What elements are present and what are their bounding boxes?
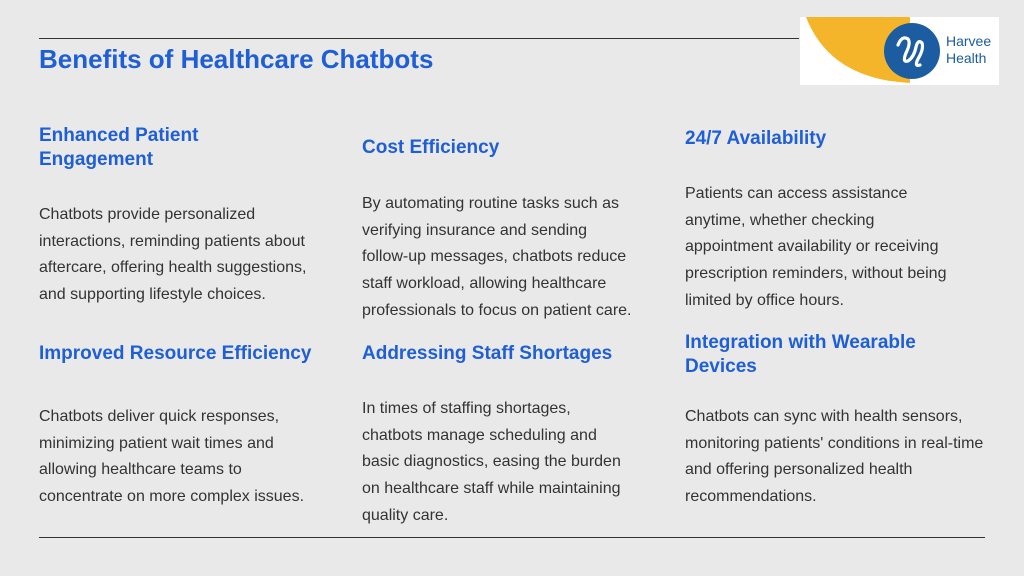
text-line: basic diagnostics, easing the burden xyxy=(362,453,621,471)
text-line: prescription reminders, without being xyxy=(685,265,947,283)
heading-line: Engagement xyxy=(39,149,154,170)
benefit-text-staff-shortages xyxy=(362,396,621,530)
text-line: Chatbots can sync with health sensors, xyxy=(685,408,963,425)
bottom-rule xyxy=(39,537,985,538)
heading-line: Devices xyxy=(685,356,757,377)
logo-line-2: Health xyxy=(946,50,987,66)
benefit-text-wearable-integration xyxy=(685,404,983,511)
text-line: verifying insurance and sending xyxy=(362,221,588,239)
text-line: Patients can access assistance xyxy=(685,185,908,202)
top-rule xyxy=(39,38,799,39)
text-line: concentrate on more complex issues. xyxy=(39,488,305,506)
text-line: minimizing patient wait times and xyxy=(39,434,274,452)
benefit-text-availability xyxy=(685,181,946,315)
harvee-health-logo xyxy=(800,17,999,85)
text-line: chatbots manage scheduling and xyxy=(362,426,597,444)
text-line: allowing healthcare teams to xyxy=(39,461,242,479)
heading-line: Integration with Wearable xyxy=(685,332,916,353)
text-line: limited by office hours. xyxy=(685,291,844,309)
text-line: interactions, reminding patients about xyxy=(39,232,305,250)
heading-line: Improved Resource Efficiency xyxy=(39,343,312,364)
heading-line: 24/7 Availability xyxy=(685,128,827,149)
page-title: Benefits of Healthcare Chatbots xyxy=(39,44,434,74)
text-line: recommendations. xyxy=(685,488,817,506)
benefit-text-cost-efficiency xyxy=(362,191,632,325)
text-line: quality care. xyxy=(362,506,449,524)
text-line: anytime, whether checking xyxy=(685,211,875,229)
benefit-text-resource-efficiency xyxy=(39,404,304,511)
logo-mark-icon xyxy=(884,23,940,79)
text-line: on healthcare staff while maintaining xyxy=(362,480,621,498)
text-line: By automating routine tasks such as xyxy=(362,195,620,212)
text-line: appointment availability or receiving xyxy=(685,238,939,256)
heading-line: Cost Efficiency xyxy=(362,137,500,158)
text-line: Chatbots deliver quick responses, xyxy=(39,408,280,425)
logo-wordmark xyxy=(946,33,991,67)
benefit-heading-availability xyxy=(685,127,826,151)
logo-line-1: Harvee xyxy=(946,33,992,49)
text-line: Chatbots provide personalized xyxy=(39,206,256,223)
heading-line: Addressing Staff Shortages xyxy=(362,343,613,364)
text-line: monitoring patients' conditions in real-time xyxy=(685,434,984,452)
benefit-heading-enhanced-engagement xyxy=(39,124,198,172)
text-line: and offering personalized health xyxy=(685,461,913,479)
benefit-heading-staff-shortages xyxy=(362,342,612,366)
text-line: In times of staffing shortages, xyxy=(362,400,571,417)
text-line: staff workload, allowing healthcare xyxy=(362,275,607,293)
text-line: aftercare, offering health suggestions, xyxy=(39,259,307,277)
text-line: professionals to focus on patient care. xyxy=(362,301,632,319)
benefit-heading-wearable-integration xyxy=(685,331,916,379)
benefit-text-enhanced-engagement xyxy=(39,202,306,309)
benefit-heading-resource-efficiency xyxy=(39,342,311,366)
heading-line: Enhanced Patient xyxy=(39,125,199,146)
benefit-heading-cost-efficiency xyxy=(362,136,499,160)
text-line: and supporting lifestyle choices. xyxy=(39,286,266,304)
text-line: follow-up messages, chatbots reduce xyxy=(362,248,627,266)
